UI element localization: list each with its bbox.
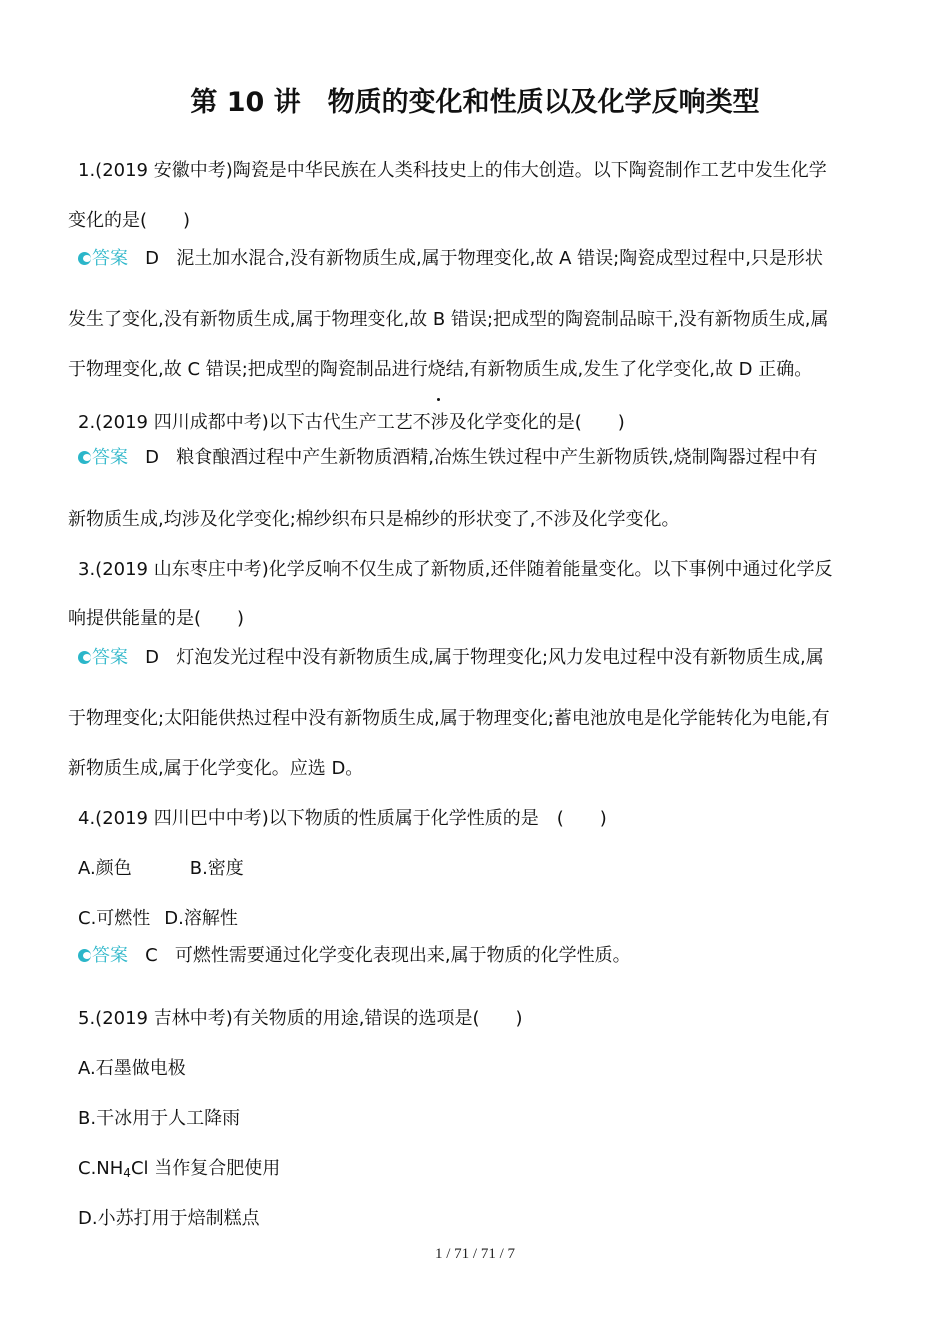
option-d: D.溶解性 [164,908,238,929]
answer-text: 泥土加水混合,没有新物质生成,属于物理变化,故 A 错误;陶瓷成型过程中,只是形状 [176,248,823,269]
answer-label: 答案 [92,447,128,468]
answer-badge-icon [78,252,91,265]
question-3-line-1: 3.(2019 山东枣庄中考)化学反响不仅生成了新物质,还伴随着能量变化。以下事例中通过化学反 [78,559,833,580]
answer-1-line-2: 发生了变化,没有新物质生成,属于物理变化,故 B 错误;把成型的陶瓷制品晾干,没有新物质生成,属 [68,309,829,330]
answer-3-line-1 [78,643,824,669]
answer-letter: D [145,447,160,468]
question-4-line-1: 4.(2019 四川巴中中考)以下物质的性质属于化学性质的是 ( ) [78,808,607,829]
answer-label: 答案 [92,945,128,966]
option-c-prefix: C.NH [78,1158,124,1179]
question-2-line-1: 2.(2019 四川成都中考)以下古代生产工艺不涉及化学变化的是( ) [78,412,625,433]
question-3-line-2: 响提供能量的是( ) [68,608,245,629]
answer-1-line-3: 于物理变化,故 C 错误;把成型的陶瓷制品进行烧结,有新物质生成,发生了化学变化,故 D 正确。 [68,359,813,380]
answer-badge-icon [78,451,91,464]
page-title: 第 10 讲 物质的变化和性质以及化学反响类型 [190,87,760,118]
question-4-options-cd [78,904,238,930]
answer-3-line-2: 于物理变化;太阳能供热过程中没有新物质生成,属于物理变化;蓄电池放电是化学能转化为电能,有 [68,708,830,729]
question-4-options-ab [78,854,244,880]
answer-label: 答案 [92,248,128,269]
option-b: B.密度 [189,858,244,879]
answer-2-line-2: 新物质生成,均涉及化学变化;棉纱织布只是棉纱的形状变了,不涉及化学变化。 [68,509,680,530]
stray-dot [437,398,440,401]
answer-letter: D [145,248,160,269]
question-1-line-1: 1.(2019 安徽中考)陶瓷是中华民族在人类科技史上的伟大创造。以下陶瓷制作工艺中发生化学 [78,160,827,181]
answer-2-line-1 [78,443,818,469]
answer-letter: D [145,647,160,668]
option-a: A.颜色 [78,858,132,879]
answer-4-line-1 [78,941,631,967]
answer-badge-icon [78,949,91,962]
answer-text: 灯泡发光过程中没有新物质生成,属于物理变化;风力发电过程中没有新物质生成,属 [176,647,824,668]
option-c-subscript: 4 [123,1166,131,1180]
question-1-line-2: 变化的是( ) [68,210,191,231]
answer-1-line-1 [78,244,823,270]
question-5-option-d: D.小苏打用于焙制糕点 [78,1208,260,1229]
option-c-suffix: Cl 当作复合肥使用 [130,1158,281,1179]
question-5-line-1: 5.(2019 吉林中考)有关物质的用途,错误的选项是( ) [78,1008,523,1029]
answer-label: 答案 [92,647,128,668]
page-footer: 1 / 71 / 71 / 7 [434,1246,515,1262]
answer-badge-icon [78,651,91,664]
answer-text: 粮食酿酒过程中产生新物质酒精,冶炼生铁过程中产生新物质铁,烧制陶器过程中有 [176,447,818,468]
question-5-option-b: B.干冰用于人工降雨 [78,1108,241,1129]
question-5-option-a: A.石墨做电极 [78,1058,186,1079]
question-5-option-c [78,1154,280,1180]
answer-3-line-3: 新物质生成,属于化学变化。应选 D。 [68,758,364,779]
answer-text: 可燃性需要通过化学变化表现出来,属于物质的化学性质。 [174,945,631,966]
option-c: C.可燃性 [78,908,151,929]
answer-letter: C [145,945,158,966]
